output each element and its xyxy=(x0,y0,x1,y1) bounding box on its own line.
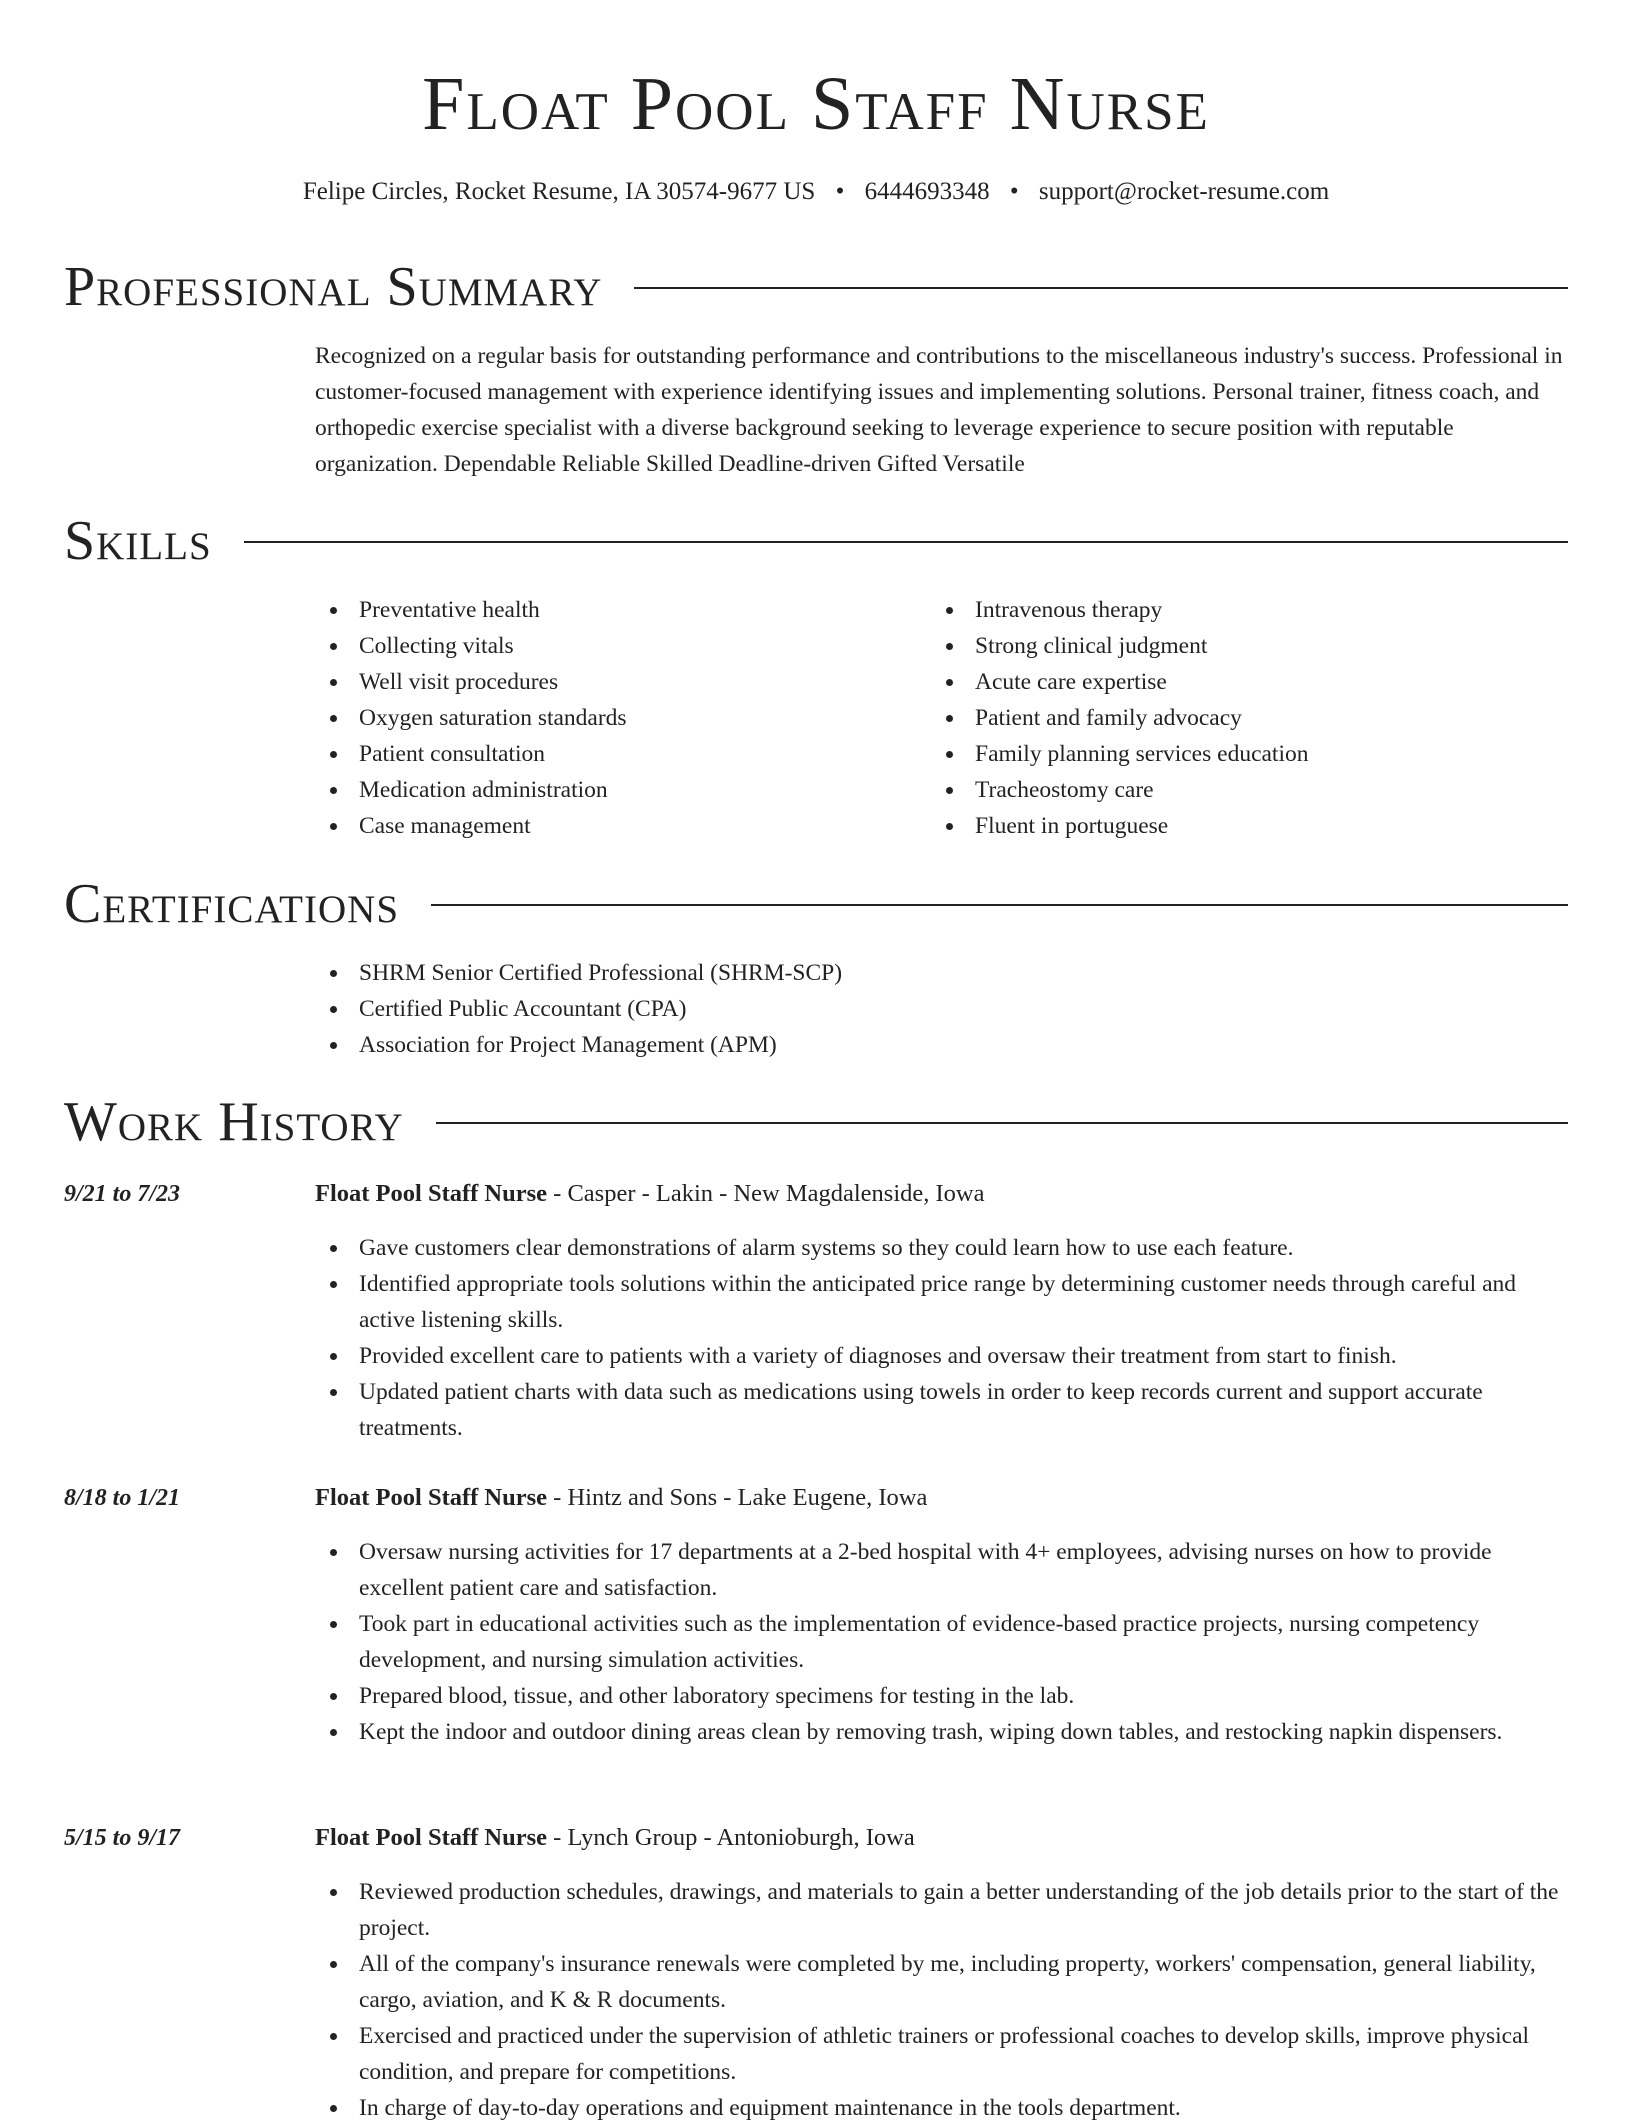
job-bullet: Provided excellent care to patients with a variety of diagnoses and oversaw their treatment from start to finish. xyxy=(315,1338,1568,1374)
job-bullet: In charge of day-to-day operations and equipment maintenance in the tools department. xyxy=(315,2090,1568,2126)
skill-item: Well visit procedures xyxy=(315,664,875,700)
skill-item: Tracheostomy care xyxy=(931,772,1491,808)
section-divider xyxy=(436,1122,1568,1124)
job-employer-location: - Lynch Group - Antonioburgh, Iowa xyxy=(547,1824,915,1851)
contact-phone: 6444693348 xyxy=(864,178,990,205)
job-bullet: Updated patient charts with data such as medications using towels in order to keep records current and support accurate treatments. xyxy=(315,1374,1568,1446)
work-heading: Work History xyxy=(64,1091,404,1153)
skill-item: Medication administration xyxy=(315,772,875,808)
job-header xyxy=(315,1176,1568,1212)
job-bullets xyxy=(315,1534,1568,1750)
candidate-name: Float Pool Staff Nurse xyxy=(422,62,1210,146)
job-title: Float Pool Staff Nurse xyxy=(315,1824,548,1851)
skills-heading: Skills xyxy=(64,510,212,572)
skills-list-right xyxy=(931,592,1491,844)
job-employer-location: - Hintz and Sons - Lake Eugene, Iowa xyxy=(547,1484,928,1511)
skill-item: Patient consultation xyxy=(315,736,875,772)
skills-list-left xyxy=(315,592,875,844)
skill-item: Case management xyxy=(315,808,875,844)
certifications-section-header xyxy=(64,871,1568,937)
job-bullet: Reviewed production schedules, drawings, and materials to gain a better understanding of the job details prior to the start of the project. xyxy=(315,1874,1568,1946)
skills-section-header xyxy=(64,508,1568,574)
certification-item: Association for Project Management (APM) xyxy=(315,1027,1215,1063)
job-dates: 5/15 to 9/17 xyxy=(64,1825,181,1851)
job-dates: 9/21 to 7/23 xyxy=(64,1181,181,1207)
job-bullet: Kept the indoor and outdoor dining areas clean by removing trash, wiping down tables, and restocking napkin dispensers. xyxy=(315,1714,1568,1750)
section-divider xyxy=(431,904,1568,906)
skill-item: Oxygen saturation standards xyxy=(315,700,875,736)
job-bullets xyxy=(315,1230,1568,1446)
job-title: Float Pool Staff Nurse xyxy=(315,1180,548,1207)
summary-section-header xyxy=(64,254,1568,320)
contact-email: support@rocket-resume.com xyxy=(1038,178,1330,205)
job-header xyxy=(315,1820,1568,1856)
contact-address: Felipe Circles, Rocket Resume, IA 30574-9677 US xyxy=(302,178,816,205)
skill-item: Patient and family advocacy xyxy=(931,700,1491,736)
job-bullet: Prepared blood, tissue, and other laboratory specimens for testing in the lab. xyxy=(315,1678,1568,1714)
skill-item: Family planning services education xyxy=(931,736,1491,772)
job-bullet: Gave customers clear demonstrations of alarm systems so they could learn how to use each feature. xyxy=(315,1230,1568,1266)
summary-text: Recognized on a regular basis for outstanding performance and contributions to the miscellaneous industry's success. Professional in customer-focused management with experience identifying issues and implementing solutions. Personal trainer, fitness coach, and orthopedic exercise specialist with a diverse background seeking to leverage experience to secure position with reputable organization. Dependable Reliable Skilled Deadline-driven Gifted Versatile xyxy=(315,343,1563,477)
contact-line xyxy=(0,175,1632,209)
skill-item: Fluent in portuguese xyxy=(931,808,1491,844)
job-dates: 8/18 to 1/21 xyxy=(64,1485,181,1511)
job-bullets xyxy=(315,1874,1568,2126)
skill-item: Acute care expertise xyxy=(931,664,1491,700)
contact-separator: • xyxy=(835,178,845,205)
job-employer-location: - Casper - Lakin - New Magdalenside, Iowa xyxy=(547,1180,985,1207)
skill-item: Strong clinical judgment xyxy=(931,628,1491,664)
skill-item: Intravenous therapy xyxy=(931,592,1491,628)
job-bullet: Took part in educational activities such as the implementation of evidence-based practice projects, nursing competency development, and nursing simulation activities. xyxy=(315,1606,1568,1678)
job-bullet: All of the company's insurance renewals were completed by me, including property, workers' compensation, general liability, cargo, aviation, and K & R documents. xyxy=(315,1946,1568,2018)
job-header xyxy=(315,1480,1568,1516)
skill-item: Preventative health xyxy=(315,592,875,628)
certifications-list xyxy=(315,955,1215,1063)
certification-item: SHRM Senior Certified Professional (SHRM-SCP) xyxy=(315,955,1215,991)
certification-item: Certified Public Accountant (CPA) xyxy=(315,991,1215,1027)
skill-item: Collecting vitals xyxy=(315,628,875,664)
summary-heading: Professional Summary xyxy=(64,256,603,318)
section-divider xyxy=(634,287,1568,289)
job-bullet: Exercised and practiced under the supervision of athletic trainers or professional coaches to develop skills, improve physical condition, and prepare for competitions. xyxy=(315,2018,1568,2090)
section-divider xyxy=(244,541,1568,543)
job-title: Float Pool Staff Nurse xyxy=(315,1484,548,1511)
work-section-header xyxy=(64,1089,1568,1155)
job-bullet: Identified appropriate tools solutions within the anticipated price range by determining customer needs through careful and active listening skills. xyxy=(315,1266,1568,1338)
contact-separator: • xyxy=(1009,178,1019,205)
certifications-heading: Certifications xyxy=(64,873,400,935)
job-bullet: Oversaw nursing activities for 17 departments at a 2-bed hospital with 4+ employees, advising nurses on how to provide excellent patient care and satisfaction. xyxy=(315,1534,1568,1606)
